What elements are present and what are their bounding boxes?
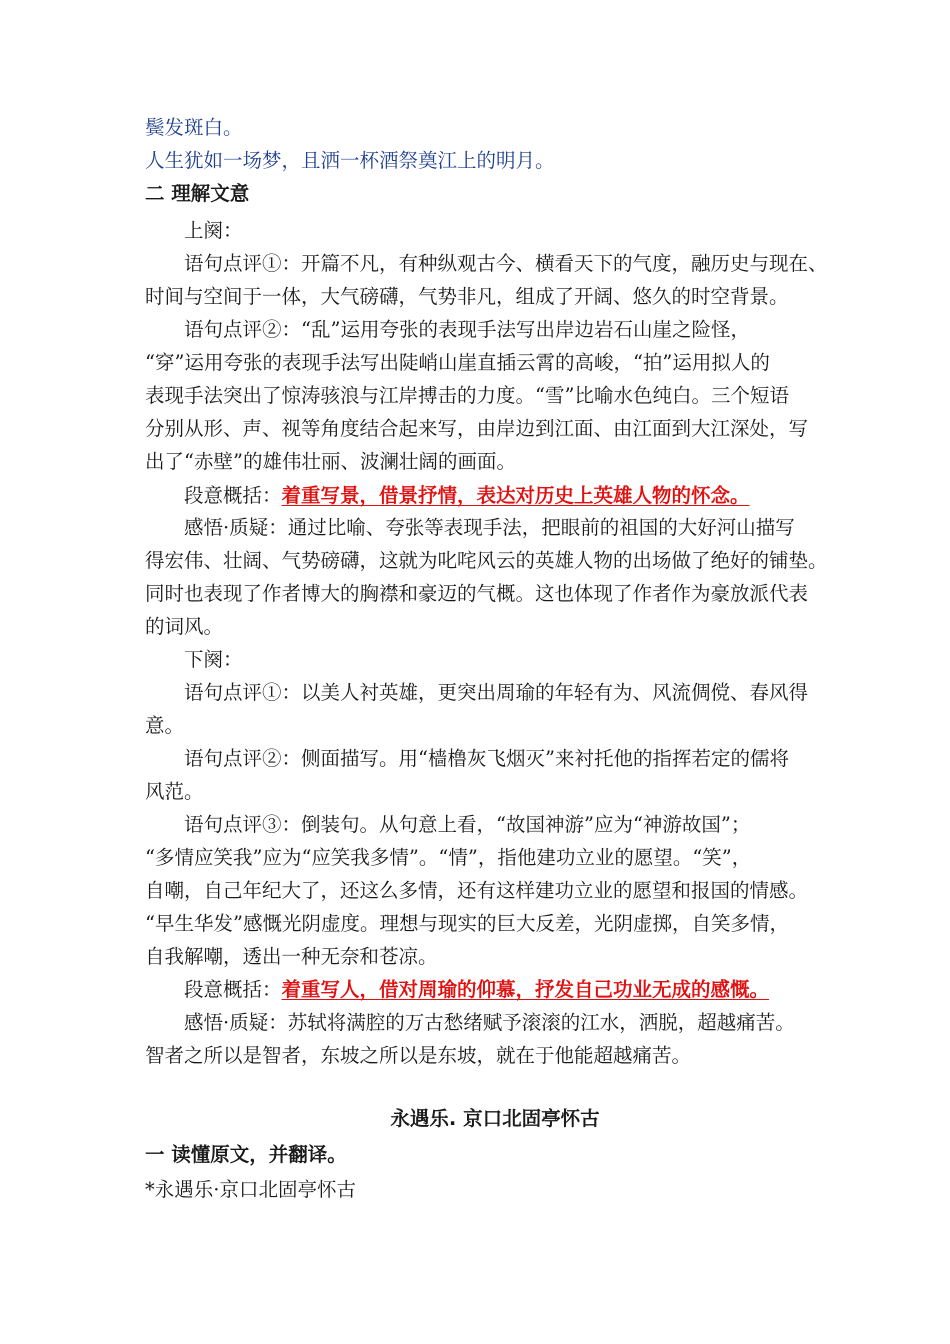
comment-line: 意。 [145, 714, 185, 737]
insight-line: 感悟·质疑：苏轼将满腔的万古愁绪赋予滚滚的江水，洒脱，超越痛苦。 [184, 1011, 795, 1034]
comment-line: 语句点评②：“乱”运用夸张的表现手法写出岸边岩石山崖之险怪， [184, 318, 750, 341]
summary-label: 段意概括： [184, 978, 282, 1001]
insight-line: 的词风。 [145, 615, 224, 638]
comment-line: 自我解嘲，透出一种无奈和苍凉。 [145, 945, 438, 968]
summary-text: 着重写景，借景抒情，表达对历史上英雄人物的怀念。 [281, 484, 750, 507]
poem-subtitle: *永遇乐·京口北固亭怀古 [145, 1178, 356, 1201]
lower-label: 下阕： [184, 648, 243, 671]
upper-label: 上阕： [184, 219, 243, 242]
translation-line: 鬓发斑白。 [145, 116, 243, 139]
comment-line: 时间与空间于一体，大气磅礴，气势非凡，组成了开阔、悠久的时空背景。 [145, 285, 789, 308]
comment-line: 出了“赤壁”的雄伟壮丽、波澜壮阔的画面。 [145, 450, 516, 473]
comment-line: 语句点评①：开篇不凡，有种纵观古今、横看天下的气度，融历史与现在、 [184, 252, 828, 275]
summary-line [184, 481, 750, 511]
section-heading: 二 理解文意 [145, 182, 250, 205]
summary-line [184, 975, 769, 1005]
comment-line: 分别从形、声、视等角度结合起来写，由岸边到江面、由江面到大江深处，写 [145, 417, 809, 440]
comment-line: “多情应笑我”应为“应笑我多情”。“情”，指他建功立业的愿望。“笑”， [145, 846, 752, 869]
comment-line: 语句点评③：倒装句。从句意上看，“故国神游”应为“神游故国”； [184, 813, 751, 836]
insight-line: 感悟·质疑：通过比喻、夸张等表现手法，把眼前的祖国的大好河山描写 [184, 516, 795, 539]
insight-line: 得宏伟、壮阔、气势磅礴，这就为叱咤风云的英雄人物的出场做了绝好的铺垫。 [145, 549, 828, 572]
comment-line: 风范。 [145, 780, 204, 803]
insight-line: 智者之所以是智者，东坡之所以是东坡，就在于他能超越痛苦。 [145, 1044, 692, 1067]
comment-line: “早生华发”感慨光阴虚度。理想与现实的巨大反差，光阴虚掷，自笑多情， [145, 912, 789, 935]
translation-line: 人生犹如一场梦，且洒一杯酒祭奠江上的明月。 [145, 149, 555, 172]
comment-line: 自嘲，自己年纪大了，还这么多情，还有这样建功立业的愿望和报国的情感。 [145, 879, 809, 902]
insight-line: 同时也表现了作者博大的胸襟和豪迈的气概。这也体现了作者作为豪放派代表 [145, 582, 809, 605]
comment-line: 语句点评①：以美人衬英雄，更突出周瑜的年轻有为、风流倜傥、春风得 [184, 681, 809, 704]
summary-label: 段意概括： [184, 484, 282, 507]
comment-line: “穿”运用夸张的表现手法写出陡峭山崖直插云霄的高峻，“拍”运用拟人的 [145, 351, 770, 374]
section-heading: 一 读懂原文，并翻译。 [145, 1143, 347, 1166]
comment-line: 表现手法突出了惊涛骇浪与江岸搏击的力度。“雪”比喻水色纯白。三个短语 [145, 384, 789, 407]
summary-text: 着重写人，借对周瑜的仰慕，抒发自己功业无成的感慨。 [281, 978, 770, 1001]
comment-line: 语句点评②：侧面描写。用“樯橹灰飞烟灭”来衬托他的指挥若定的儒将 [184, 747, 789, 770]
poem-title: 永遇乐. 京口北固亭怀古 [390, 1107, 600, 1130]
